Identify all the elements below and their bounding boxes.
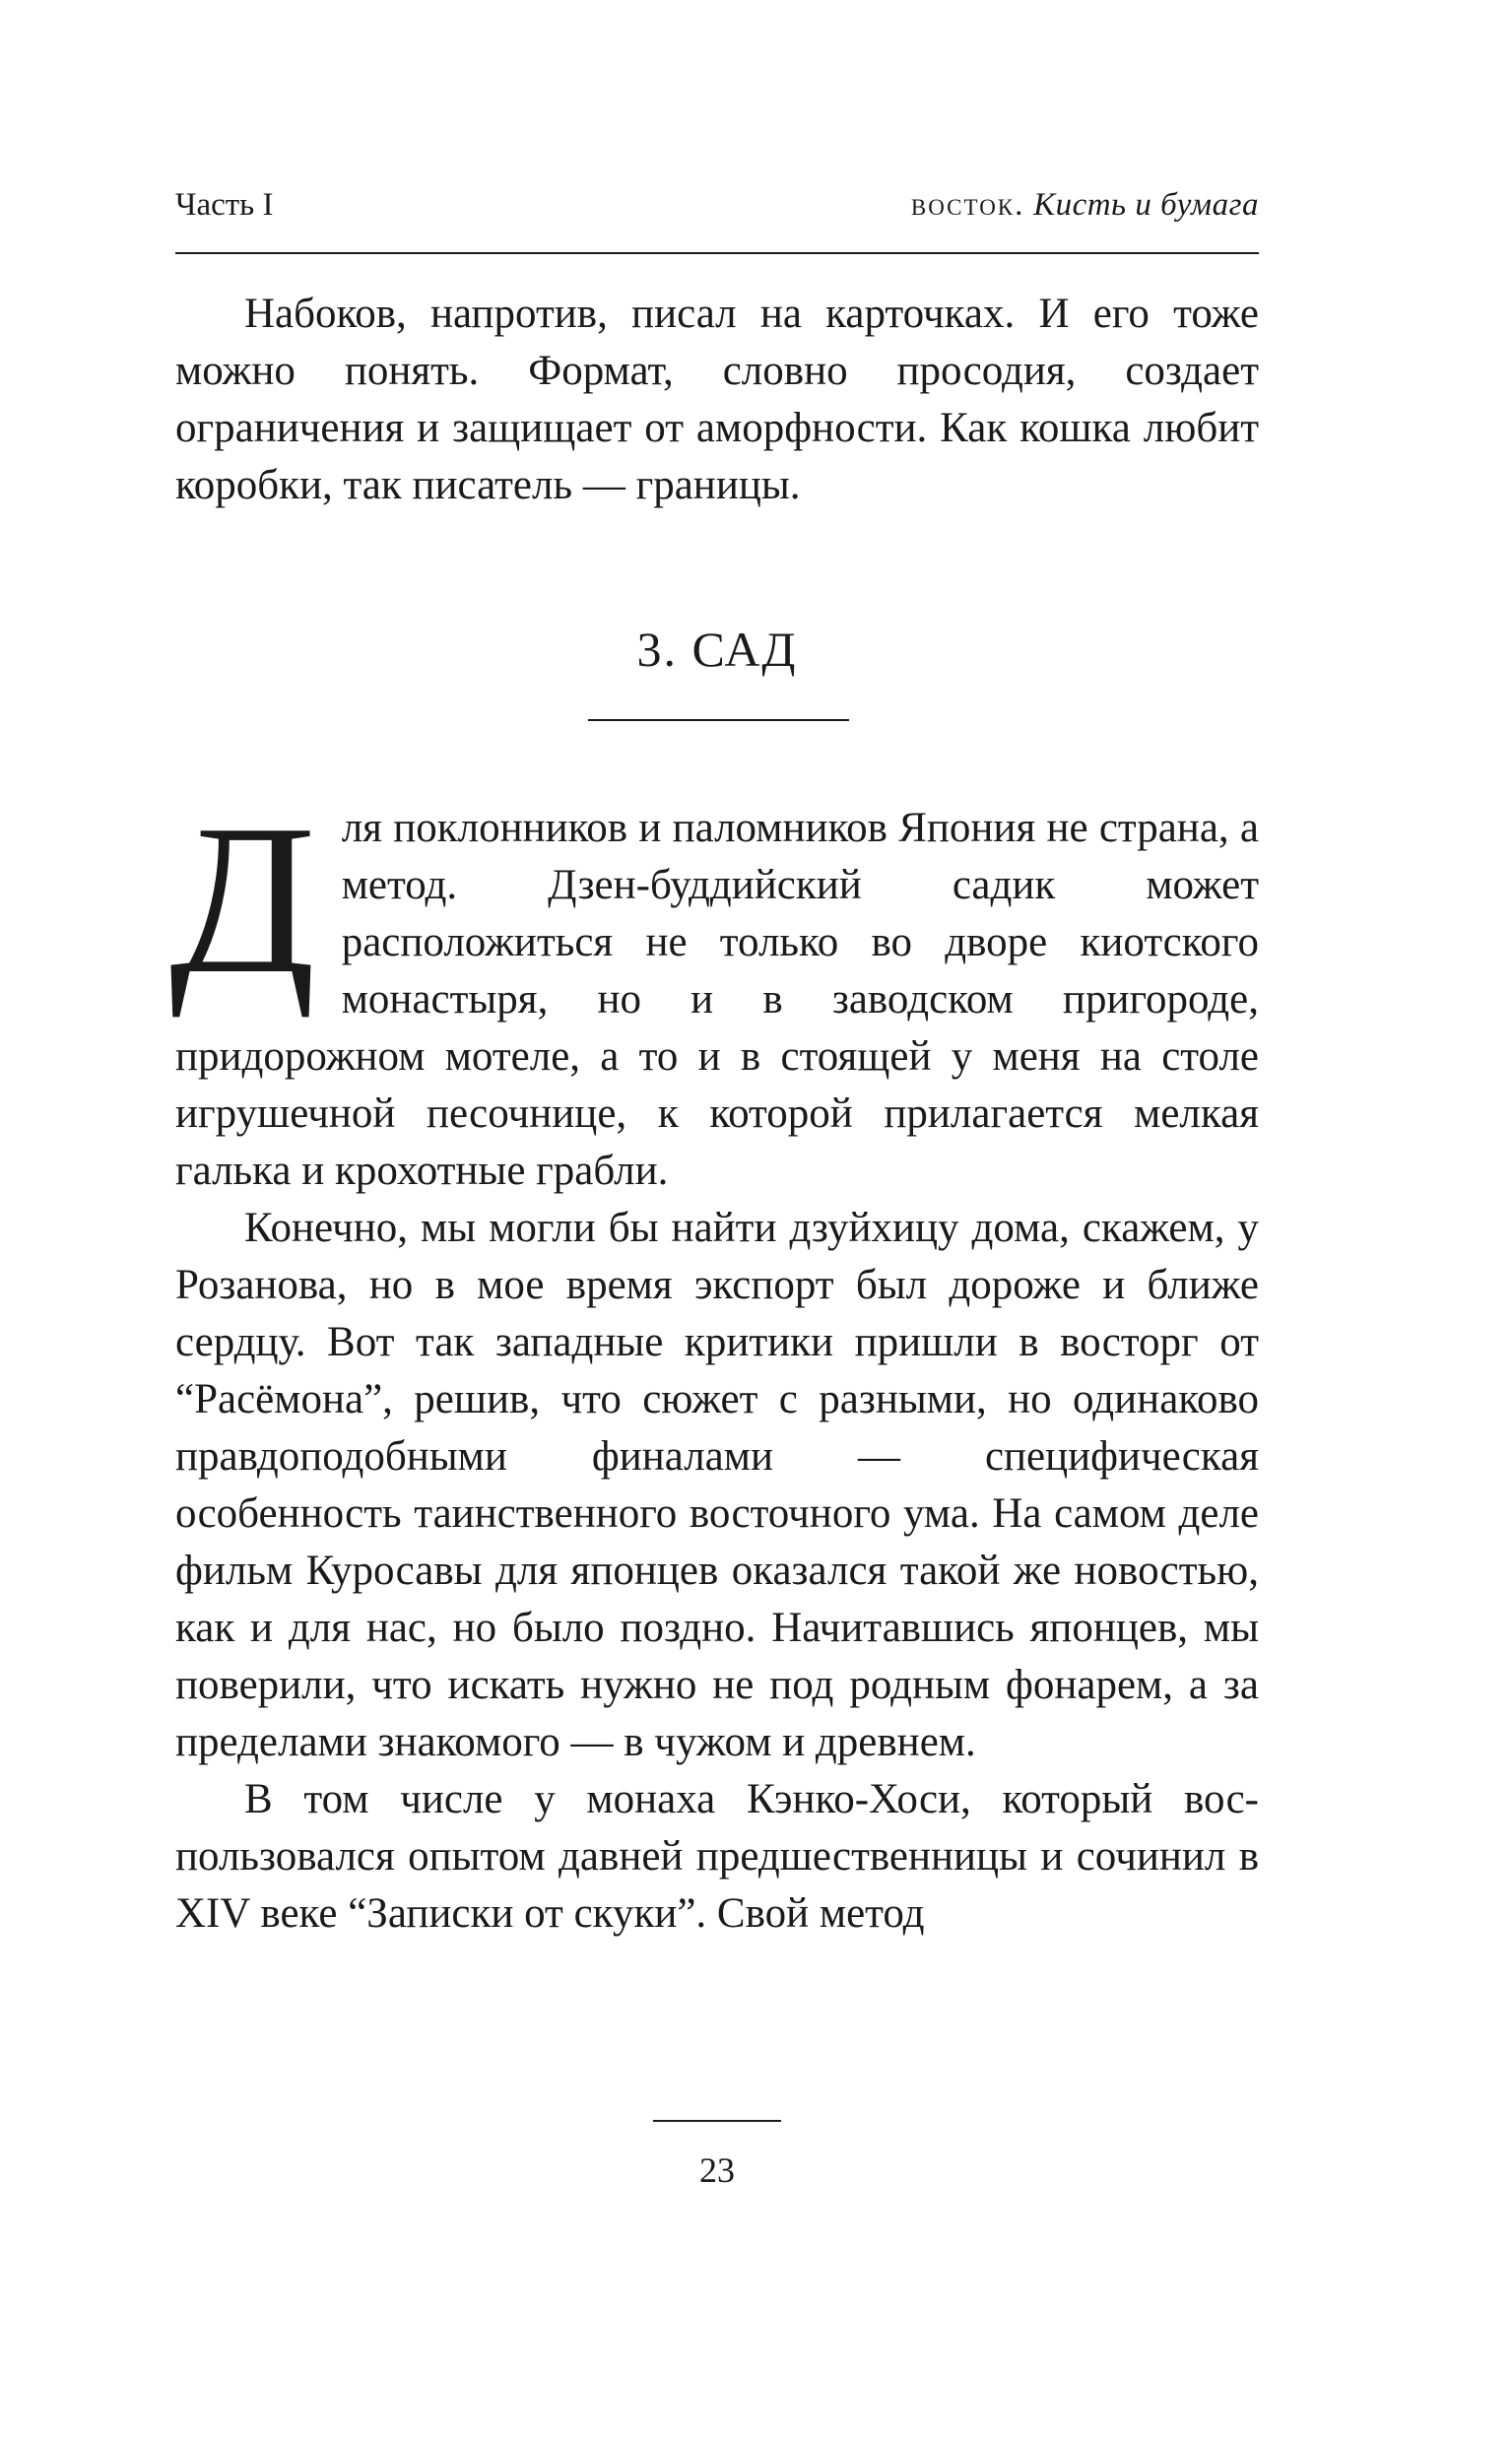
drop-cap: Д: [169, 781, 316, 1019]
running-head-part: Часть I: [175, 187, 274, 223]
running-head: [175, 187, 1259, 236]
chapter-body: [169, 781, 1259, 1943]
footer-rule: [653, 2120, 781, 2122]
page-number: 23: [699, 2150, 735, 2190]
paragraph-2: Конечно, мы могли бы найти дзуйхицу дома, скажем, у Розанова, но в мое время экспорт был дороже и ближе сердцу. Вот так западные критики пришли в восторг от “Расёмона”, решив, что сюжет с разными, но одинаково правдоподобными финалами — специфическая особенность таинственного восточного ума. На самом деле фильм Куросавы для японцев оказался такой же новостью, как и для нас, но было поздно. Начитавшись японцев, мы поверили, что искать нужно не под родным фонарем, а за пределами знакомого — в чужом и древнем.: [175, 1205, 1259, 1765]
intro-paragraph: Набоков, напротив, писал на карточках. И его тоже можно понять. Формат, словно просодия, создает ограничения и защищает от аморфности. Как кошка любит коробки, так писатель — границы.: [175, 291, 1259, 508]
running-head-section: [911, 187, 1259, 224]
running-head-section-name: восток.: [910, 187, 1025, 223]
chapter-rule: [588, 719, 849, 721]
paragraph-1-text: ля поклонников и паломников Япония не страна, а метод. Дзен-буддийский садик может расположиться не только во дворе киотского монастыря, но и в заводском пригороде, придорожном мотеле, а то и в стоящей у меня на столе игрушечной песочнице, к которой прилагается мелкая галька и крохотные грабли.: [175, 805, 1259, 1194]
header-rule: [175, 252, 1259, 254]
paragraph-3: В том числе у монаха Кэнко-Хоси, который воспользовался опытом давней предшественницы и сочинил в XIV веке “Записки от скуки”. Свой метод: [175, 1776, 1259, 1937]
intro-text: [175, 286, 1259, 514]
paragraph-1: [169, 781, 1259, 1200]
chapter-title: 3. САД: [636, 622, 798, 677]
running-head-chapter-name: Кисть и бумага: [1033, 187, 1259, 223]
